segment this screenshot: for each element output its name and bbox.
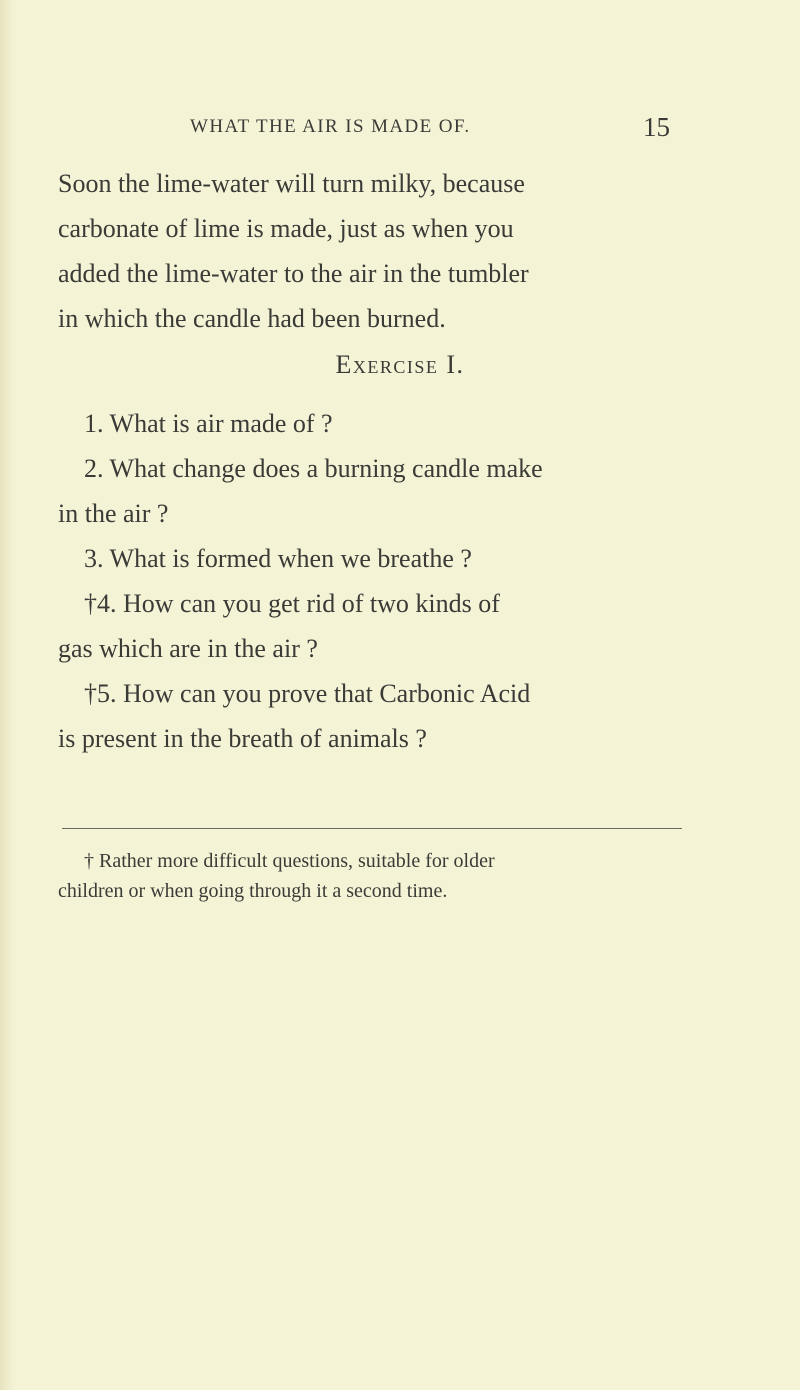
footnote-line: children or when going through it a second time. — [58, 880, 448, 902]
question-3: 3. What is formed when we breathe ? — [84, 544, 472, 573]
paragraph-line: in which the candle had been burned. — [58, 304, 446, 333]
question-2: 2. What change does a burning candle make — [84, 454, 543, 483]
question-4-continued: gas which are in the air ? — [58, 634, 318, 663]
running-head — [0, 112, 800, 146]
paragraph-line: added the lime-water to the air in the tumbler — [58, 259, 529, 288]
paragraph-line: Soon the lime-water will turn milky, because — [58, 169, 525, 198]
exercise-heading: Exercise I. — [335, 350, 465, 379]
question-2-continued: in the air ? — [58, 499, 169, 528]
footnote-rule — [62, 828, 682, 829]
running-title: WHAT THE AIR IS MADE OF. — [190, 116, 471, 137]
footnote-line: † Rather more difficult questions, suitable for older — [84, 850, 495, 872]
question-4: †4. How can you get rid of two kinds of — [84, 589, 500, 618]
question-1: 1. What is air made of ? — [84, 409, 333, 438]
question-5-continued: is present in the breath of animals ? — [58, 724, 427, 753]
page-number: 15 — [643, 112, 670, 142]
paragraph-line: carbonate of lime is made, just as when you — [58, 214, 514, 243]
question-5: †5. How can you prove that Carbonic Acid — [84, 679, 531, 708]
page-edge-shadow — [0, 0, 14, 1390]
